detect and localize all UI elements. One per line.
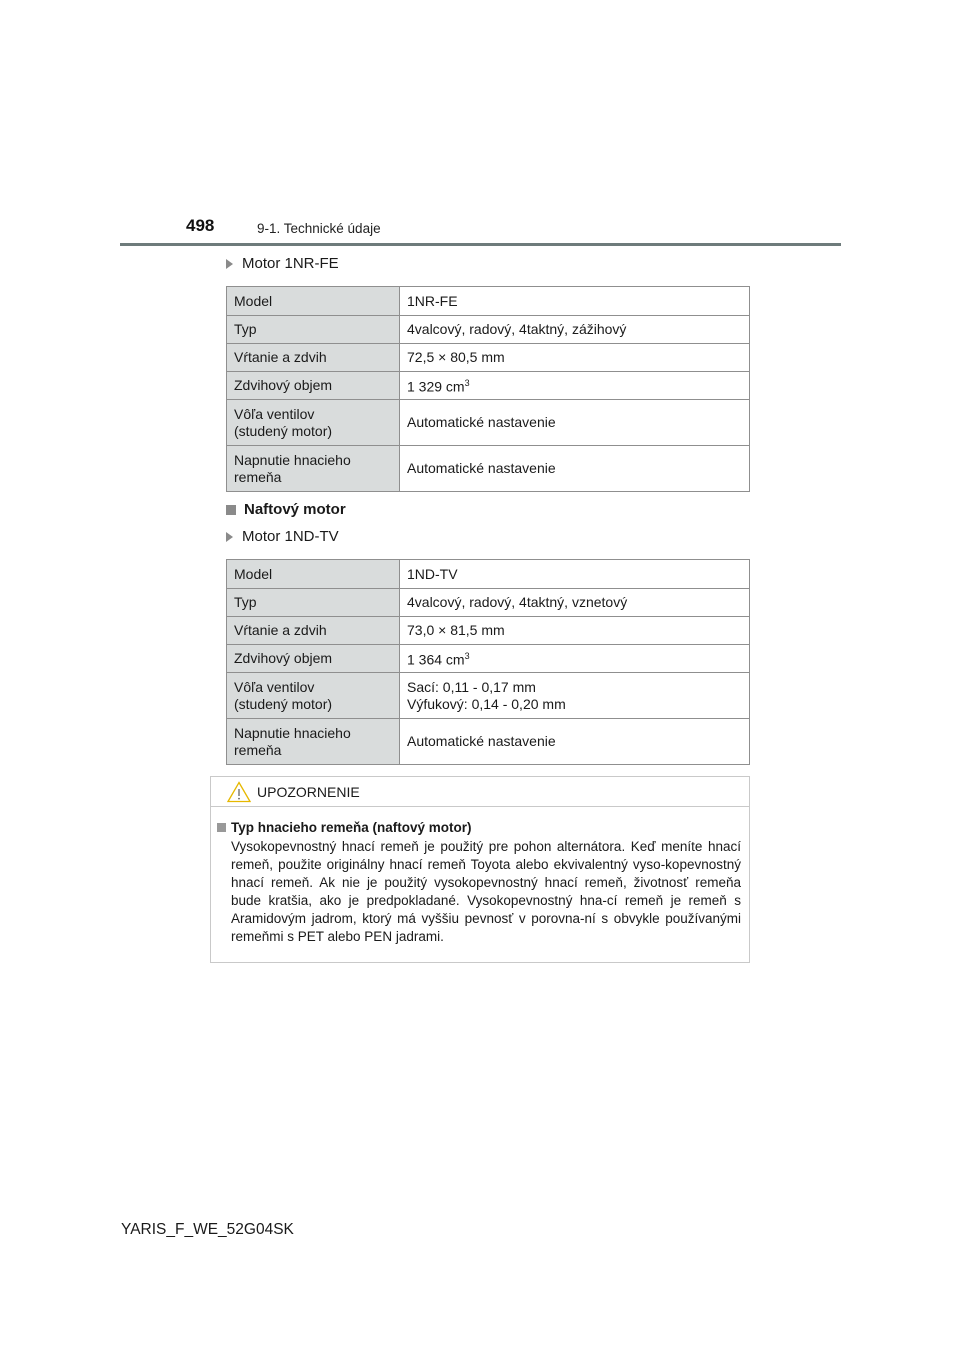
section-label: 9-1. Technické údaje [257,221,381,236]
triangle-bullet-icon [226,532,233,542]
table-row [227,344,750,372]
table-key: Typ [227,589,400,617]
key-line: Vôľa ventilov [234,678,315,695]
table-key [227,400,400,446]
warning-subheading-text: Typ hnacieho remeňa (naftový motor) [231,820,472,835]
table-row [227,400,750,446]
table-value: 1ND-TV [400,560,750,589]
table-key: Zdvihový objem [227,372,400,400]
table-value: Automatické nastavenie [400,400,750,446]
diesel-heading-text: Naftový motor [244,501,346,518]
value-superscript: 3 [464,378,470,389]
warning-box [210,776,750,963]
value-line: Výfukový: 0,14 - 0,20 mm [407,695,566,712]
table-key: Zdvihový objem [227,645,400,673]
key-line: remeňa [234,468,282,485]
table-value: 73,0 × 81,5 mm [400,617,750,645]
subheading-1nd-tv [226,528,339,545]
table-key: Typ [227,316,400,344]
warning-triangle-icon [227,781,251,803]
key-line: Napnutie hnacieho [234,724,351,741]
spec-table-1nr-fe [226,286,750,492]
square-bullet-icon [226,505,236,515]
table-value [400,645,750,673]
key-line: remeňa [234,741,282,758]
table-row [227,617,750,645]
table-key [227,446,400,492]
subheading-1nr-fe [226,255,339,272]
table-key: Model [227,287,400,316]
table-row [227,560,750,589]
table-key [227,719,400,765]
table-key [227,673,400,719]
table-row [227,589,750,617]
subheading-text: Motor 1NR-FE [242,255,339,272]
key-line: Vôľa ventilov [234,405,315,422]
key-line: (studený motor) [234,695,333,712]
footer-code: YARIS_F_WE_52G04SK [121,1221,294,1238]
table-value [400,372,750,400]
triangle-bullet-icon [226,259,233,269]
table-row [227,719,750,765]
warning-body [211,807,749,946]
table-row [227,316,750,344]
table-key: Model [227,560,400,589]
diesel-heading [226,501,346,518]
table-key: Vŕtanie a zdvih [227,617,400,645]
table-key: Vŕtanie a zdvih [227,344,400,372]
table-row [227,446,750,492]
table-row [227,645,750,673]
table-value: 72,5 × 80,5 mm [400,344,750,372]
subheading-text: Motor 1ND-TV [242,528,339,545]
key-line: Napnutie hnacieho [234,451,351,468]
spec-table-1nd-tv [226,559,750,765]
table-value: 1NR-FE [400,287,750,316]
value-text: 1 364 cm [407,651,465,668]
table-value: Automatické nastavenie [400,446,750,492]
table-value: 4valcový, radový, 4taktný, vznetový [400,589,750,617]
value-superscript: 3 [464,651,470,662]
warning-title: UPOZORNENIE [257,783,360,800]
table-row [227,673,750,719]
table-value: 4valcový, radový, 4taktný, zážihový [400,316,750,344]
table-value [400,673,750,719]
warning-subheading [217,820,741,835]
table-value: Automatické nastavenie [400,719,750,765]
page-number: 498 [186,216,215,235]
warning-text: Vysokopevnostný hnací remeň je použitý pre pohon alternátora. Keď meníte hnací remeň, použite originálny hnací remeň Toyota alebo ekvivalentný vyso-kopevnostný hnací remeň. Ak nie je použitý vysokopevnostný hnací remeň, životnosť remeňa bude kratšia, ako je predpokladané. Vysokopevnostný hna-cí remeň je remeň s Aramidovým jadrom, ktorý má vyššiu pevnosť v porovna-ní s obvykle používanými remeňmi s PET alebo PEN jadrami. [231,839,741,944]
header-rule [120,243,841,246]
table-row [227,372,750,400]
table-row [227,287,750,316]
warning-header [211,777,749,807]
square-bullet-icon [217,823,226,832]
value-text: 1 329 cm [407,378,465,395]
key-line: (studený motor) [234,422,333,439]
value-line: Sací: 0,11 - 0,17 mm [407,678,536,695]
